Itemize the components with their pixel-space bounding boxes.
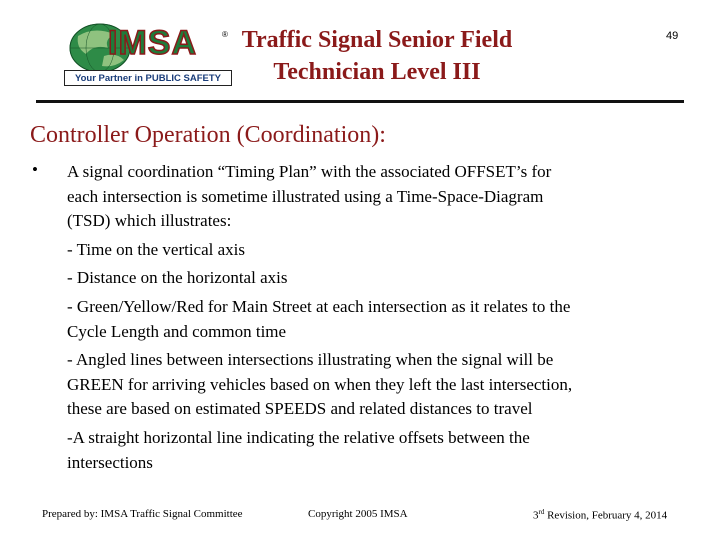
slide-title	[240, 24, 514, 88]
bullet-body	[67, 160, 677, 475]
logo-tagline: Your Partner in PUBLIC SAFETY	[64, 70, 232, 86]
body-line: - Distance on the horizontal axis	[67, 268, 288, 288]
header-divider	[36, 100, 684, 103]
body-line: each intersection is sometime illustrated using a Time-Space-Diagram	[67, 186, 544, 206]
body-line: - Green/Yellow/Red for Main Street at each intersection as it relates to the	[67, 296, 571, 316]
revision-number: 3	[533, 509, 539, 522]
body-line: these are based on estimated SPEEDS and related distances to travel	[67, 399, 533, 419]
body-line: (TSD) which illustrates:	[67, 211, 232, 231]
section-heading: Controller Operation (Coordination):	[30, 122, 386, 148]
footer-prepared-by: Prepared by: IMSA Traffic Signal Committee	[42, 508, 243, 520]
body-line: - Time on the vertical axis	[67, 239, 246, 259]
title-line-1: Traffic Signal Senior Field	[241, 27, 513, 53]
body-line: Cycle Length and common time	[67, 321, 287, 341]
body-line: - Angled lines between intersections illustrating when the signal will be	[67, 350, 554, 370]
registered-mark: ®	[222, 30, 228, 39]
body-line: GREEN for arriving vehicles based on when they left the last intersection,	[67, 374, 573, 394]
footer-copyright: Copyright 2005 IMSA	[308, 508, 408, 520]
revision-ordinal: rd	[538, 508, 545, 516]
title-line-2: Technician Level III	[273, 59, 481, 85]
body-line: A signal coordination “Timing Plan” with the associated OFFSET’s for	[67, 162, 552, 181]
footer-revision	[533, 508, 667, 522]
body-line: -A straight horizontal line indicating the relative offsets between the	[67, 427, 530, 447]
body-line: intersections	[67, 452, 153, 472]
bullet-marker: •	[32, 160, 38, 179]
revision-date: Revision, February 4, 2014	[544, 509, 668, 522]
page-number: 49	[666, 30, 679, 42]
logo-wordmark: IMSA	[108, 24, 197, 62]
